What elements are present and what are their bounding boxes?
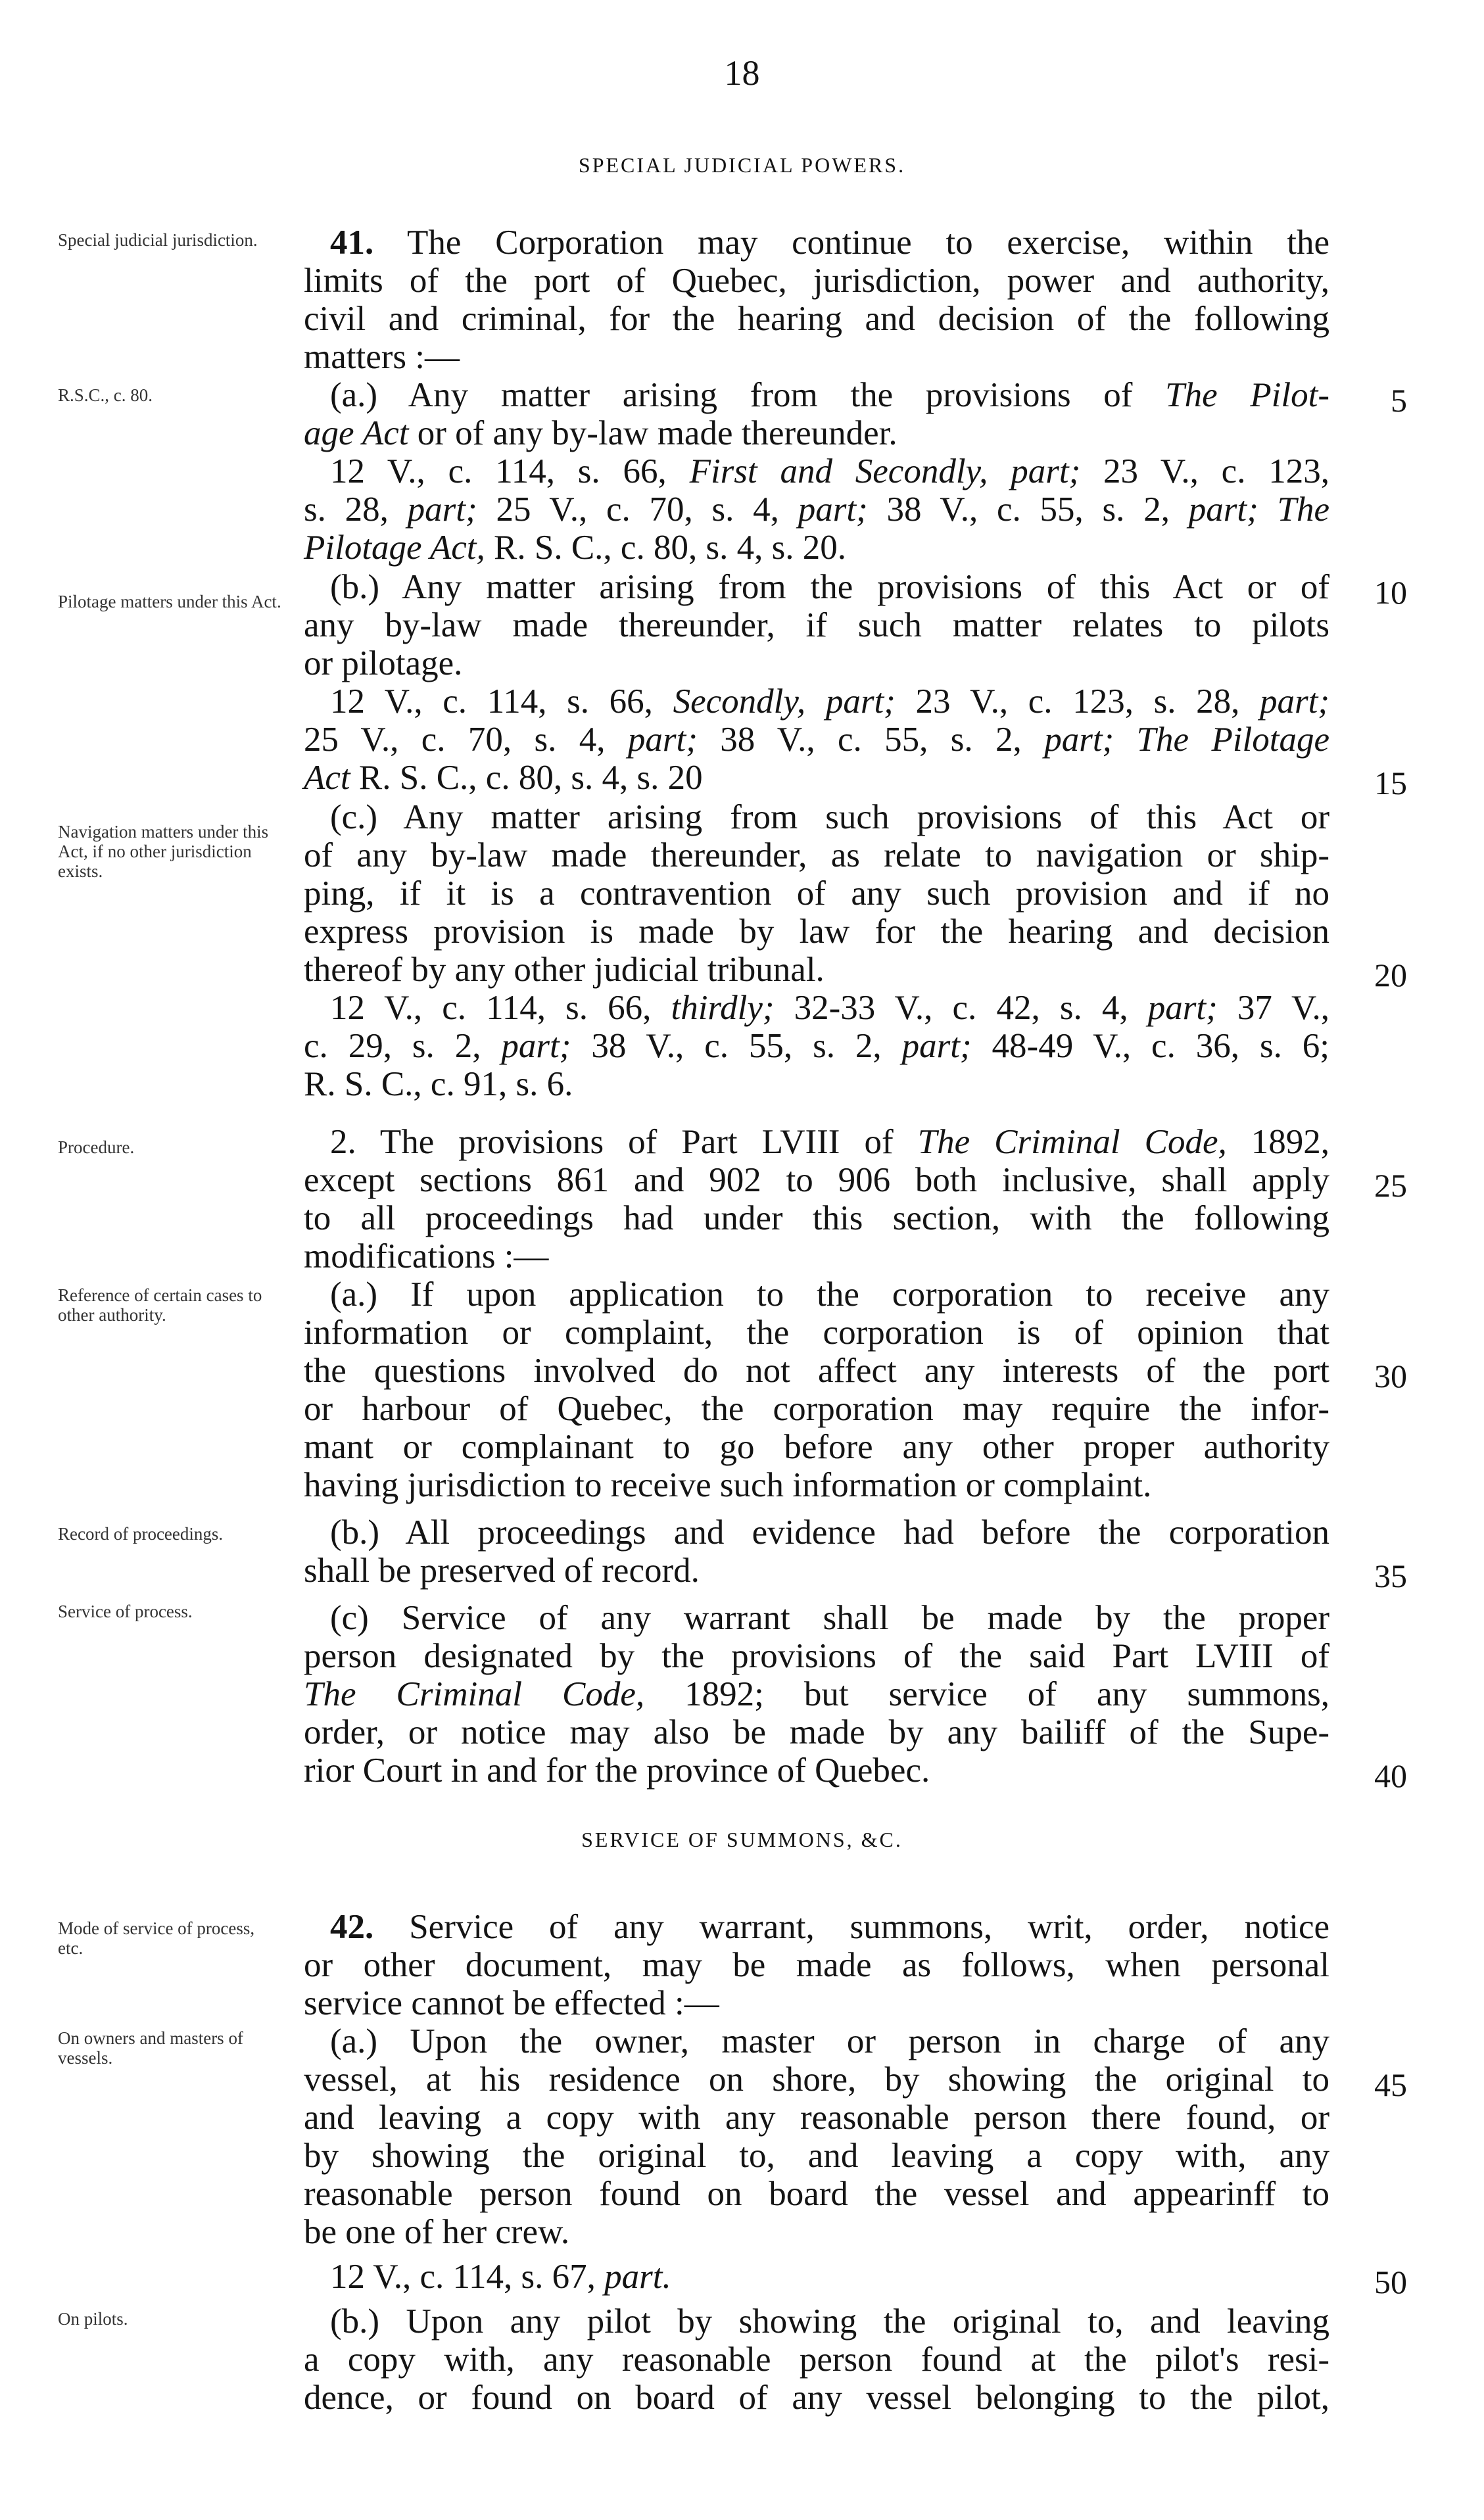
text-line: 12 V., c. 114, s. 66, thirdly; 32-33 V., c. 42, s. 4, part; 37 V., — [330, 989, 1329, 1027]
text-line: person designated by the provisions of the said Part LVIII of — [304, 1637, 1329, 1675]
line-number: 10 — [1374, 574, 1407, 611]
text-line: mant or complainant to go before any other proper authority — [304, 1428, 1329, 1466]
text-line: Pilotage Act, R. S. C., c. 80, s. 4, s. 20. — [304, 529, 846, 567]
sidenote-navigation-matters: Navigation matters under this Act, if no other jurisdiction exists. — [58, 822, 269, 881]
text-line: the questions involved do not affect any interests of the port — [304, 1352, 1329, 1390]
section-heading-service-of-summons: SERVICE OF SUMMONS, &C. — [581, 1828, 903, 1851]
text-line: (c) Service of any warrant shall be made by the proper — [330, 1599, 1329, 1637]
page-number: 18 — [724, 53, 760, 93]
text-line: 12 V., c. 114, s. 66, First and Secondly, part; 23 V., c. 123, — [330, 452, 1330, 490]
text-line: or pilotage. — [304, 644, 463, 682]
text-line: 12 V., c. 114, s. 66, Secondly, part; 23 V., c. 123, s. 28, part; — [330, 682, 1330, 721]
sidenote-pilotage-matters: Pilotage matters under this Act. — [58, 592, 281, 611]
text-line: c. 29, s. 2, part; 38 V., c. 55, s. 2, part; 48-49 V., c. 36, s. 6; — [304, 1027, 1329, 1065]
text-line: having jurisdiction to receive such information or complaint. — [304, 1466, 1152, 1504]
text-line: Act R. S. C., c. 80, s. 4, s. 20 — [304, 759, 703, 797]
text-line: thereof by any other judicial tribunal. — [304, 951, 825, 989]
line-number: 50 — [1374, 2264, 1407, 2300]
line-number: 15 — [1374, 765, 1407, 801]
text-line: or harbour of Quebec, the corporation may require the infor- — [304, 1390, 1329, 1428]
text-line: information or complaint, the corporation is of opinion that — [304, 1314, 1329, 1352]
text-line: rior Court in and for the province of Quebec. — [304, 1751, 930, 1790]
text-line: order, or notice may also be made by any bailiff of the Supe- — [304, 1713, 1329, 1751]
text-line: ping, if it is a contravention of any such provision and if no — [304, 874, 1329, 913]
text-line: (a.) Upon the owner, master or person in charge of any — [330, 2022, 1329, 2060]
text-line: (c.) Any matter arising from such provisions of this Act or — [330, 798, 1329, 836]
text-line: dence, or found on board of any vessel belonging to the pilot, — [304, 2379, 1329, 2417]
text-line: (b.) All proceedings and evidence had before the corporation — [330, 1513, 1329, 1552]
section-number: 42. — [330, 1908, 374, 1946]
text-line: (b.) Any matter arising from the provisions of this Act or of — [330, 568, 1329, 606]
sidenote-rsc-c80: R.S.C., c. 80. — [58, 385, 153, 405]
sidenote-reference-of-certain-cases: Reference of certain cases to other authority. — [58, 1285, 262, 1325]
text-line: limits of the port of Quebec, jurisdiction, power and authority, — [304, 262, 1329, 300]
text-line: (b.) Upon any pilot by showing the original to, and leaving — [330, 2302, 1329, 2341]
text-line: shall be preserved of record. — [304, 1552, 700, 1590]
sidenote-special-judicial-jurisdiction: Special judicial jurisdiction. — [58, 230, 258, 250]
text-line: 12 V., c. 114, s. 67, part. — [330, 2258, 671, 2296]
section-number: 41. — [330, 224, 374, 262]
sidenote-owners-and-masters: On owners and masters of vessels. — [58, 2028, 243, 2068]
text-line: or other document, may be made as follows, when personal — [304, 1946, 1329, 1984]
text-line: reasonable person found on board the vessel and appearinff to — [304, 2175, 1329, 2213]
text-line: be one of her crew. — [304, 2213, 570, 2251]
sidenote-on-pilots: On pilots. — [58, 2309, 128, 2329]
line-number: 40 — [1374, 1757, 1407, 1794]
text-line: modifications :— — [304, 1237, 549, 1275]
text-line: R. S. C., c. 91, s. 6. — [304, 1065, 573, 1103]
line-number: 25 — [1374, 1167, 1407, 1204]
sidenote-service-of-process: Service of process. — [58, 1602, 193, 1621]
text-line: a copy with, any reasonable person found at the pilot's resi- — [304, 2341, 1329, 2379]
text-line: of any by-law made thereunder, as relate to navigation or ship- — [304, 836, 1329, 874]
line-number: 35 — [1374, 1557, 1407, 1594]
text-line: 42. Service of any warrant, summons, writ, order, notice — [330, 1908, 1329, 1946]
sidenote-mode-of-service: Mode of service of process, etc. — [58, 1918, 255, 1958]
text-line: 41. The Corporation may continue to exercise, within the — [330, 224, 1329, 262]
text-line: any by-law made thereunder, if such matter relates to pilots — [304, 606, 1329, 644]
sidenote-record-of-proceedings: Record of proceedings. — [58, 1524, 224, 1544]
sidenote-procedure: Procedure. — [58, 1137, 135, 1157]
line-number: 30 — [1374, 1358, 1407, 1394]
text-line: express provision is made by law for the hearing and decision — [304, 913, 1329, 951]
line-number: 5 — [1391, 382, 1407, 419]
text-line: vessel, at his residence on shore, by showing the original to — [304, 2060, 1329, 2099]
text-line: civil and criminal, for the hearing and decision of the following — [304, 300, 1329, 338]
text-line: (a.) If upon application to the corporation to receive any — [330, 1275, 1329, 1314]
line-number: 20 — [1374, 957, 1407, 993]
text-line: by showing the original to, and leaving a copy with, any — [304, 2137, 1329, 2175]
text-line: age Act or of any by-law made thereunder. — [304, 414, 898, 452]
text-line: except sections 861 and 902 to 906 both inclusive, shall apply — [304, 1161, 1329, 1199]
text-line: (a.) Any matter arising from the provisions of The Pilot- — [330, 376, 1329, 414]
line-number: 45 — [1374, 2066, 1407, 2103]
text-line: to all proceedings had under this section, with the following — [304, 1199, 1329, 1237]
section-heading-special-judicial-powers: SPECIAL JUDICIAL POWERS. — [578, 153, 906, 177]
text-line: 2. The provisions of Part LVIII of The Criminal Code, 1892, — [330, 1123, 1330, 1161]
text-line: matters :— — [304, 338, 460, 376]
text-line: and leaving a copy with any reasonable person there found, or — [304, 2099, 1329, 2137]
text-line: The Criminal Code, 1892; but service of any summons, — [304, 1675, 1329, 1713]
text-line: 25 V., c. 70, s. 4, part; 38 V., c. 55, s. 2, part; The Pilotage — [304, 721, 1330, 759]
text-line: s. 28, part; 25 V., c. 70, s. 4, part; 38 V., c. 55, s. 2, part; The — [304, 490, 1330, 529]
text-line: service cannot be effected :— — [304, 1984, 719, 2022]
